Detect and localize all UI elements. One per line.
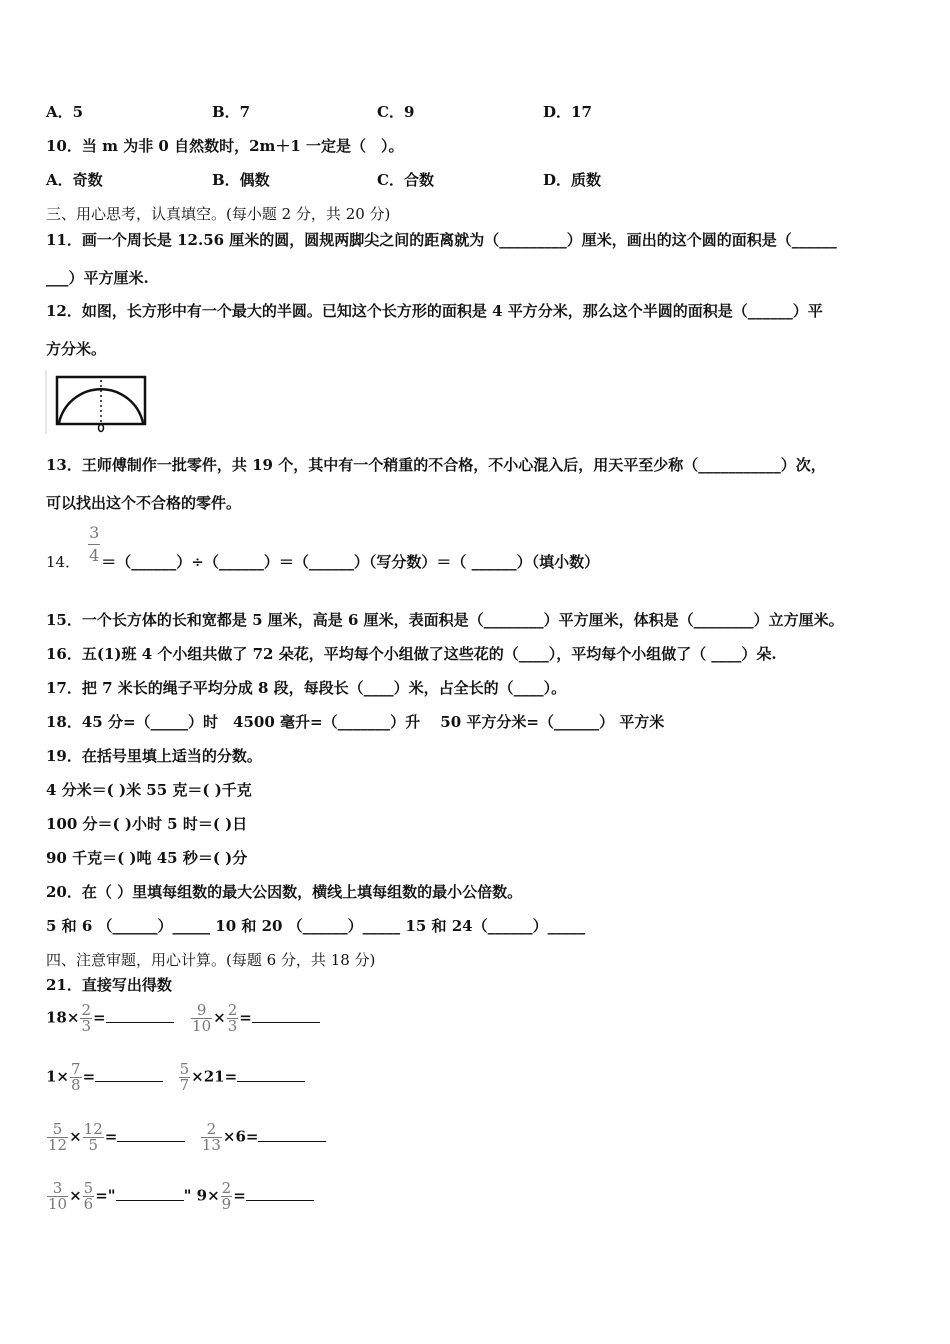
- q18-text: 18．45 分=（_____）时 4500 毫升=（_______）升 50 平方分米=（______） 平方米: [46, 713, 665, 731]
- q20-line: 5 和 6 （______）_____ 10 和 20 （______）_____ 15 和 24（______）_____: [46, 917, 586, 935]
- q21-r2a-fraction: [70, 1062, 82, 1093]
- q15-text: 15．一个长方体的长和宽都是 5 厘米，高是 6 厘米，表面积是（________）平方厘米，体积是（________）立方厘米。: [46, 611, 844, 629]
- q21-r1b-fraction2: [227, 1003, 239, 1034]
- denominator: 7: [179, 1076, 190, 1094]
- numerator: 2: [206, 1120, 217, 1138]
- denominator: 9: [221, 1195, 232, 1213]
- q14-fraction: [88, 522, 100, 567]
- q20-title: 20．在（ ）里填每组数的最大公因数，横线上填每组数的最小公倍数。: [46, 883, 523, 901]
- q21-r2b-answer-blank[interactable]: [237, 1067, 305, 1082]
- q13-line1: 13．王师傅制作一批零件，共 19 个，其中有一个稍重的不合格，不小心混入后，用天平至少称（___________）次，: [46, 456, 826, 474]
- q21-r2a-answer-blank[interactable]: [95, 1067, 163, 1082]
- q21-r2b-fraction: [179, 1062, 191, 1093]
- q10-option-a: A．奇数: [46, 171, 103, 189]
- q12-line1: 12．如图，长方形中有一个最大的半圆。已知这个长方形的面积是 4 平方分米，那么这个半圆的面积是（______）平: [46, 302, 823, 320]
- q21-r1a-prefix: 18×: [46, 1008, 80, 1027]
- q21-r1b-answer-blank[interactable]: [252, 1008, 320, 1023]
- q21-r3a-equals: =: [104, 1127, 118, 1146]
- q9-option-d: D．17: [543, 103, 592, 121]
- q19-line1: 4 分米＝( )米 55 克＝( )千克: [46, 781, 252, 799]
- q21-r4a-close: " 9×: [183, 1186, 220, 1205]
- q21-r4b-fraction: [221, 1181, 233, 1212]
- q21-r3a-fraction2: [83, 1122, 104, 1153]
- q21-r2a-equals: =: [82, 1067, 96, 1086]
- numerator: 2: [81, 1001, 91, 1019]
- q21-row3: [46, 1122, 326, 1153]
- q21-r3b-fraction: [201, 1122, 222, 1153]
- q21-row1: [46, 1003, 320, 1034]
- q21-row2: [46, 1062, 305, 1093]
- q21-r1a-equals: =: [93, 1008, 106, 1027]
- q21-r4a-fraction2: [83, 1181, 95, 1212]
- q21-r2b-equals: ×21=: [191, 1067, 238, 1086]
- semicircle-in-rectangle-figure: [44, 368, 150, 436]
- denominator: 10: [48, 1195, 68, 1213]
- q19-title: 19．在括号里填上适当的分数。: [46, 747, 262, 765]
- q16-text: 16．五(1)班 4 个小组共做了 72 朵花，平均每个小组做了这些花的（____），平均每个小组做了（ ____）朵.: [46, 645, 777, 663]
- q21-r3a-fraction1: [47, 1122, 68, 1153]
- q21-r1b-operator: ×: [213, 1008, 226, 1027]
- q21-r4b-equals: =: [233, 1186, 246, 1205]
- q14-line: [46, 522, 600, 571]
- q21-r4b-answer-blank[interactable]: [246, 1186, 314, 1201]
- section4-title: 四、注意审题，用心计算。(每题 6 分，共 18 分): [46, 951, 376, 969]
- q21-r3b-equals: ×6=: [222, 1127, 259, 1146]
- q14-rest: ＝（______）÷（______）＝（______）（写分数）＝（ ______）（填小数）: [101, 552, 600, 571]
- q11-line2: ___）平方厘米.: [46, 269, 149, 287]
- q21-title: 21．直接写出得数: [46, 976, 172, 994]
- numerator: 5: [52, 1120, 63, 1138]
- q21-r3b-answer-blank[interactable]: [258, 1127, 326, 1142]
- q14-label: 14．: [46, 552, 81, 571]
- numerator: 7: [71, 1060, 81, 1078]
- numerator: 2: [227, 1001, 238, 1019]
- numerator: 3: [52, 1179, 63, 1197]
- denominator: 3: [81, 1017, 91, 1035]
- q21-r4a-equals: =": [95, 1186, 116, 1205]
- q12-line2: 方分米。: [46, 340, 107, 358]
- q9-option-a: A．5: [46, 103, 84, 121]
- q10-option-d: D．质数: [543, 171, 602, 189]
- numerator: 5: [179, 1060, 190, 1078]
- q17-text: 17．把 7 米长的绳子平均分成 8 段，每段长（____）米，占全长的（____）。: [46, 679, 567, 697]
- denominator: 12: [48, 1136, 68, 1154]
- q21-r4a-answer-blank[interactable]: [116, 1186, 184, 1201]
- q21-r4a-operator: ×: [69, 1186, 82, 1205]
- q21-r4a-fraction1: [47, 1181, 68, 1212]
- denominator: 8: [71, 1076, 81, 1094]
- q21-r1a-answer-blank[interactable]: [106, 1008, 174, 1023]
- q21-r2a-prefix: 1×: [46, 1067, 70, 1086]
- denominator: 5: [83, 1137, 104, 1153]
- numerator: 12: [83, 1120, 103, 1138]
- figure-center-point: [99, 425, 104, 432]
- q10-option-c: C．合数: [377, 171, 434, 189]
- q10-option-b: B．偶数: [212, 171, 270, 189]
- denominator: 10: [192, 1017, 212, 1035]
- q19-line3: 90 千克＝( )吨 45 秒＝( )分: [46, 849, 248, 867]
- q9-option-b: B．7: [212, 103, 251, 121]
- q11-line1: 11．画一个周长是 12.56 厘米的圆，圆规两脚尖之间的距离就为（_________）厘米，画出的这个圆的面积是（______: [46, 231, 837, 249]
- q21-r1b-equals: =: [239, 1008, 252, 1027]
- q14-frac-numerator: 3: [89, 523, 100, 542]
- q14-frac-denominator: 4: [89, 546, 100, 565]
- q19-line2: 100 分＝( )小时 5 时＝( )日: [46, 815, 248, 833]
- denominator: 6: [83, 1195, 94, 1213]
- numerator: 9: [196, 1001, 207, 1019]
- q13-line2: 可以找出这个不合格的零件。: [46, 494, 242, 512]
- numerator: 2: [221, 1179, 232, 1197]
- q21-r1a-fraction: [80, 1003, 92, 1034]
- q21-r1b-fraction1: [191, 1003, 212, 1034]
- q21-row4: [46, 1181, 314, 1212]
- denominator: 13: [201, 1136, 221, 1154]
- q21-r3a-operator: ×: [69, 1127, 82, 1146]
- denominator: 3: [227, 1017, 238, 1035]
- q10-text: 10．当 m 为非 0 自然数时，2m＋1 一定是（ ）。: [46, 137, 404, 155]
- numerator: 5: [83, 1179, 94, 1197]
- q9-option-c: C．9: [377, 103, 415, 121]
- q21-r3a-answer-blank[interactable]: [117, 1127, 185, 1142]
- section3-title: 三、用心思考，认真填空。(每小题 2 分，共 20 分): [46, 205, 391, 223]
